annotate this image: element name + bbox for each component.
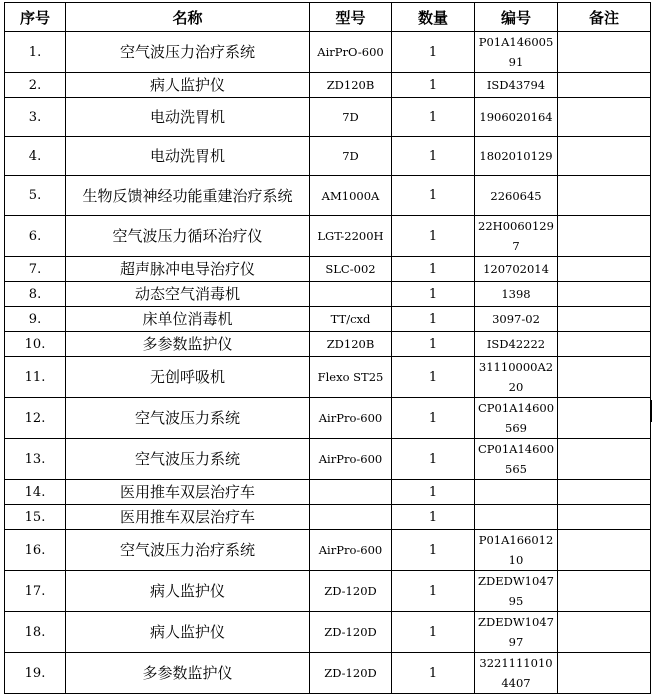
table-row	[5, 257, 651, 282]
row-model: TT/cxd	[310, 307, 392, 332]
row-name: 电动洗胃机	[66, 137, 310, 176]
row-name: 电动洗胃机	[66, 98, 310, 137]
row-name: 无创呼吸机	[66, 357, 310, 398]
row-number: 6.	[5, 216, 66, 257]
table-row	[5, 571, 651, 612]
row-model: ZD120B	[310, 73, 392, 98]
row-quantity: 1	[392, 357, 475, 398]
row-name: 医用推车双层治疗车	[66, 480, 310, 505]
row-number: 1.	[5, 32, 66, 73]
row-quantity: 1	[392, 257, 475, 282]
table-row	[5, 307, 651, 332]
row-code: 32211110104407	[475, 653, 558, 694]
table-row	[5, 439, 651, 480]
row-number: 14.	[5, 480, 66, 505]
table-row	[5, 332, 651, 357]
row-note	[558, 505, 651, 530]
row-name: 床单位消毒机	[66, 307, 310, 332]
row-quantity: 1	[392, 480, 475, 505]
row-model: ZD-120D	[310, 653, 392, 694]
row-number: 19.	[5, 653, 66, 694]
row-note	[558, 282, 651, 307]
row-number: 2.	[5, 73, 66, 98]
row-quantity: 1	[392, 505, 475, 530]
row-note	[558, 571, 651, 612]
row-name: 空气波压力循环治疗仪	[66, 216, 310, 257]
row-note	[558, 307, 651, 332]
row-code: 1802010129	[475, 137, 558, 176]
row-quantity: 1	[392, 98, 475, 137]
row-note	[558, 257, 651, 282]
row-name: 动态空气消毒机	[66, 282, 310, 307]
row-quantity: 1	[392, 332, 475, 357]
row-note	[558, 530, 651, 571]
table-row	[5, 137, 651, 176]
table-row	[5, 73, 651, 98]
row-note	[558, 216, 651, 257]
header-no: 序号	[5, 3, 66, 32]
row-code: CP01A14600569	[475, 398, 558, 439]
table-row	[5, 32, 651, 73]
row-note	[558, 137, 651, 176]
row-model: 7D	[310, 137, 392, 176]
row-model	[310, 480, 392, 505]
row-note	[558, 176, 651, 216]
row-code: P01A16601210	[475, 530, 558, 571]
row-number: 4.	[5, 137, 66, 176]
row-quantity: 1	[392, 307, 475, 332]
row-number: 5.	[5, 176, 66, 216]
row-model: AirPro-600	[310, 439, 392, 480]
row-model	[310, 282, 392, 307]
row-name: 多参数监护仪	[66, 653, 310, 694]
row-note	[558, 73, 651, 98]
row-number: 12.	[5, 398, 66, 439]
row-number: 18.	[5, 612, 66, 653]
row-name: 病人监护仪	[66, 612, 310, 653]
header-name: 名称	[66, 3, 310, 32]
row-number: 17.	[5, 571, 66, 612]
row-quantity: 1	[392, 398, 475, 439]
row-note	[558, 612, 651, 653]
row-quantity: 1	[392, 439, 475, 480]
table-row	[5, 282, 651, 307]
row-name: 生物反馈神经功能重建治疗系统	[66, 176, 310, 216]
row-quantity: 1	[392, 653, 475, 694]
row-model: ZD120B	[310, 332, 392, 357]
row-number: 16.	[5, 530, 66, 571]
table-row	[5, 612, 651, 653]
header-code: 编号	[475, 3, 558, 32]
table-row	[5, 480, 651, 505]
table-row	[5, 505, 651, 530]
row-name: 病人监护仪	[66, 571, 310, 612]
row-number: 11.	[5, 357, 66, 398]
edge-mark	[650, 400, 652, 422]
row-model: ZD-120D	[310, 612, 392, 653]
row-code	[475, 505, 558, 530]
row-quantity: 1	[392, 282, 475, 307]
row-code: CP01A14600565	[475, 439, 558, 480]
row-quantity: 1	[392, 216, 475, 257]
row-number: 9.	[5, 307, 66, 332]
row-code: 2260645	[475, 176, 558, 216]
header-qty: 数量	[392, 3, 475, 32]
row-quantity: 1	[392, 73, 475, 98]
header-note: 备注	[558, 3, 651, 32]
row-code: 3097-02	[475, 307, 558, 332]
row-note	[558, 653, 651, 694]
row-model: ZD-120D	[310, 571, 392, 612]
header-row	[5, 3, 651, 32]
row-model: 7D	[310, 98, 392, 137]
row-name: 空气波压力系统	[66, 398, 310, 439]
row-name: 空气波压力治疗系统	[66, 32, 310, 73]
row-number: 15.	[5, 505, 66, 530]
row-model: Flexo ST25	[310, 357, 392, 398]
row-name: 空气波压力治疗系统	[66, 530, 310, 571]
row-note	[558, 439, 651, 480]
row-name: 空气波压力系统	[66, 439, 310, 480]
row-number: 8.	[5, 282, 66, 307]
table-row	[5, 357, 651, 398]
row-code: 120702014	[475, 257, 558, 282]
row-note	[558, 98, 651, 137]
table-row	[5, 98, 651, 137]
table-row	[5, 530, 651, 571]
row-name: 超声脉冲电导治疗仪	[66, 257, 310, 282]
header-model: 型号	[310, 3, 392, 32]
row-code: 1906020164	[475, 98, 558, 137]
table-row	[5, 398, 651, 439]
row-note	[558, 480, 651, 505]
row-number: 3.	[5, 98, 66, 137]
row-quantity: 1	[392, 137, 475, 176]
row-model: AirPro-600	[310, 398, 392, 439]
row-quantity: 1	[392, 571, 475, 612]
row-model: SLC-002	[310, 257, 392, 282]
row-note	[558, 332, 651, 357]
row-code: ISD43794	[475, 73, 558, 98]
row-note	[558, 32, 651, 73]
row-code	[475, 480, 558, 505]
row-model: LGT-2200H	[310, 216, 392, 257]
row-quantity: 1	[392, 612, 475, 653]
row-model	[310, 505, 392, 530]
row-model: AirPro-600	[310, 530, 392, 571]
row-model: AirPrO-600	[310, 32, 392, 73]
row-name: 多参数监护仪	[66, 332, 310, 357]
row-code: 22H00601297	[475, 216, 558, 257]
row-code: ZDEDW104797	[475, 612, 558, 653]
row-quantity: 1	[392, 32, 475, 73]
row-code: P01A14600591	[475, 32, 558, 73]
row-number: 13.	[5, 439, 66, 480]
row-code: 31110000A220	[475, 357, 558, 398]
row-number: 7.	[5, 257, 66, 282]
row-name: 病人监护仪	[66, 73, 310, 98]
table-row	[5, 176, 651, 216]
equipment-table	[4, 2, 651, 694]
row-note	[558, 398, 651, 439]
table-row	[5, 216, 651, 257]
row-quantity: 1	[392, 530, 475, 571]
table-row	[5, 653, 651, 694]
row-model: AM1000A	[310, 176, 392, 216]
row-code: 1398	[475, 282, 558, 307]
row-quantity: 1	[392, 176, 475, 216]
row-name: 医用推车双层治疗车	[66, 505, 310, 530]
row-note	[558, 357, 651, 398]
row-code: ZDEDW104795	[475, 571, 558, 612]
row-number: 10.	[5, 332, 66, 357]
row-code: ISD42222	[475, 332, 558, 357]
